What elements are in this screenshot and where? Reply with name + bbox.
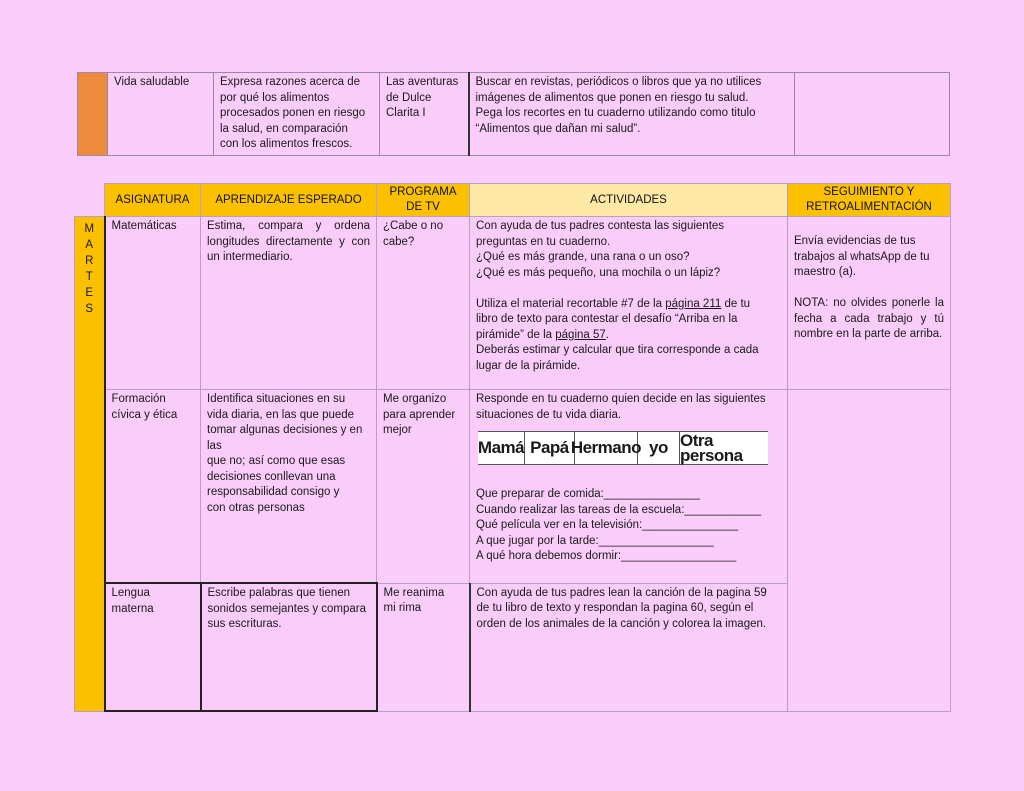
- followup-note: NOTA: no olvides ponerle la fecha a cada trabajo y tú nombre en la parte de arriba.: [794, 297, 944, 340]
- previous-table: [77, 72, 950, 156]
- top-learning: Expresa razones acerca de por qué los alimentos procesados ponen en riesgo la salud, en comparación con los alimentos frescos.: [214, 73, 380, 156]
- header-followup: SEGUIMIENTO Y RETROALIMENTACIÓN: [788, 184, 951, 217]
- followup-bottom: [788, 583, 951, 711]
- row-formacion: [75, 390, 951, 584]
- followup-cell: Envía evidencias de tus trabajos al whatsApp de tu maestro (a). NOTA: no olvides ponerle la fecha a cada trabajo y tú nombre en la parte de arriba.: [788, 217, 951, 390]
- header-activities: ACTIVIDADES: [470, 184, 788, 217]
- question: Que preparar de comida:_______________: [476, 488, 700, 500]
- question: A qué hora debemos dormir:__________________: [476, 550, 737, 562]
- day-label-martes: M A R T E S: [75, 217, 105, 712]
- learning-lengua: Escribe palabras que tienen sonidos semejantes y compara sus escrituras.: [201, 583, 377, 711]
- followup-continuation: [788, 390, 951, 584]
- option-papa: Papá: [525, 432, 575, 464]
- header-program: PROGRAMA DE TV: [377, 184, 470, 217]
- option-hermano: Hermano: [575, 432, 638, 464]
- top-program: Las aventuras de Dulce Clarita I: [380, 73, 469, 156]
- learning-formacion: Identifica situaciones en su vida diaria, en las que puede tomar algunas decisiones y en las que no; así como que esas decisiones conllevan una responsabilidad consigo y con otras personas: [201, 390, 377, 584]
- option-yo: yo: [638, 432, 680, 464]
- row-lengua: [75, 583, 951, 711]
- option-mama: Mamá: [478, 432, 525, 464]
- schedule-table: [74, 183, 951, 712]
- header-row: [75, 184, 951, 217]
- option-otra-persona: Otra persona: [679, 430, 743, 465]
- question: A que jugar por la tarde:__________________: [476, 534, 714, 547]
- program-matematicas: ¿Cabe o no cabe?: [377, 217, 470, 390]
- top-followup: [795, 73, 950, 156]
- subject-lengua: Lengua materna: [105, 583, 201, 711]
- program-lengua: Me reanima mi rima: [377, 583, 470, 711]
- top-activities: Buscar en revistas, periódicos o libros que ya no utilices imágenes de alimentos que ponen en riesgo tu salud. Pega los recortes en tu cuaderno utilizando como titulo “Alimentos que dañan mi salud”.: [469, 73, 795, 156]
- link-pagina-211[interactable]: página 211: [665, 297, 722, 310]
- header-learning: APRENDIZAJE ESPERADO: [201, 184, 377, 217]
- link-pagina-57[interactable]: página 57: [555, 328, 606, 341]
- question: Qué película ver en la televisión:_______________: [476, 519, 739, 531]
- top-subject: Vida saludable: [108, 73, 214, 156]
- row-matematicas: [75, 217, 951, 390]
- learning-matematicas: Estima, compara y ordena longitudes directamente y con un intermediario.: [201, 217, 377, 390]
- subject-formacion: Formación cívica y ética: [105, 390, 201, 584]
- header-blank: [75, 184, 105, 217]
- day-color-strip: [78, 73, 108, 156]
- activities-formacion: Responde en tu cuaderno quien decide en las siguientes situaciones de tu vida diaria. Mamá Papá Hermano yo Otra persona Que preparar de comida:_______________ Cuando realizar las tareas de la escuela:____________ Qué película ver en la televisión:_______________ A que jugar por la tarde:__________________ A qué hora debemos dormir:__________________: [470, 390, 788, 584]
- header-subject: ASIGNATURA: [105, 184, 201, 217]
- activities-lengua: Con ayuda de tus padres lean la canción de la pagina 59 de tu libro de texto y respondan la pagina 60, según el orden de los animales de la canción y colorea la imagen.: [470, 583, 788, 711]
- activities-matematicas: Con ayuda de tus padres contesta las siguientes preguntas en tu cuaderno. ¿Qué es más grande, una rana o un oso? ¿Qué es más pequeño, una mochila o un lápiz? Utiliza el material recortable #7 de la página 211 de tu libro de texto para contestar el desafío “Arriba en la pirámide” de la página 57. Deberás estimar y calcular que tira corresponde a cada lugar de la pirámide.: [470, 217, 788, 390]
- subject-matematicas: Matemáticas: [105, 217, 201, 390]
- options-image: [478, 431, 768, 465]
- question: Cuando realizar las tareas de la escuela:____________: [476, 503, 762, 516]
- program-formacion: Me organizo para aprender mejor: [377, 390, 470, 584]
